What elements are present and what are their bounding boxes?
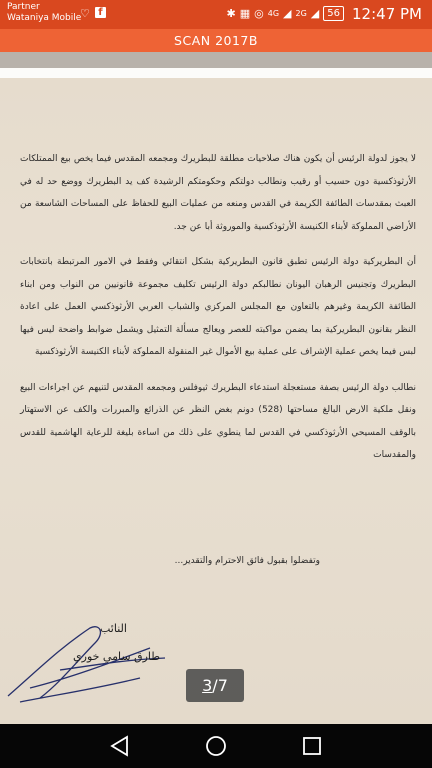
document-body (20, 148, 416, 480)
signer-name: طارق سامي خوري (73, 650, 160, 663)
clock: 12:47 PM (352, 5, 422, 23)
navigation-bar (0, 724, 432, 768)
signal-2g-icon: 2G (295, 9, 307, 18)
bluetooth-icon: ✱ (226, 7, 236, 20)
notification-icons (80, 7, 106, 20)
signature-title: النائب (100, 622, 127, 635)
carrier-line-1: Partner (7, 2, 40, 12)
wifi-icon: ◎ (254, 7, 264, 20)
battery-icon: 56 (323, 6, 344, 21)
app-title-bar: SCAN 2017B (0, 29, 432, 52)
signal-bars-icon: ◢ (283, 7, 292, 20)
signal-4g-icon: 4G (267, 9, 280, 18)
facebook-icon: f (95, 7, 106, 18)
paragraph-3: نطالب دولة الرئيس بصفة مستعجلة استدعاء البطريرك ثيوفلس ومجمعه المقدس لتنيهم عن اجراءات البيع ونقل ملكية الارض البالغ مساحتها (528) دونم بغض النظر عن الذرائع والمبررات والكف عن الاستهتار بالوقف المسيحي الأرثوذكسي في القدس لما ينطوي على ذلك من اساءة بليغة للرعاية الهاشمية للقدس والمقدسات (20, 382, 417, 460)
page-indicator (186, 669, 244, 702)
current-page: 3 (202, 676, 213, 695)
back-icon[interactable] (108, 735, 132, 757)
home-icon[interactable] (204, 735, 228, 757)
vibrate-icon: ▦ (239, 7, 251, 20)
heart-pulse-icon: ♡ (80, 7, 90, 20)
carrier-line-2: Wataniya Mobile (7, 13, 82, 23)
paragraph-1: لا يجوز لدولة الرئيس أن يكون هناك صلاحيات مطلقة للبطريرك ومجمعه المقدس فيما يخص بيع الممتلكات الأرثوذكسية دون حسيب أو رقيب ونطالب دولتكم وحكومتكم الرشيدة كف يد البطريرك ووضع حد له في العبث بمقدسات الطائفة الكريمة في القدس ومنعه من عمليات البيع للحفاظ على المساحات الشاسعة من الأراضي المملوكة لأبناء الكنيسة الأرثوذكسية والموروثة أبا عن جد. (20, 154, 416, 232)
carrier-label (7, 2, 81, 24)
system-icons (227, 6, 345, 21)
page-separator: / (212, 676, 218, 695)
page-gap (0, 52, 432, 68)
previous-page-edge (0, 68, 432, 78)
closing-line: وتفضلوا بقبول فائق الاحترام والتقدير... (174, 556, 320, 566)
status-bar (0, 0, 432, 29)
recents-icon[interactable] (300, 735, 324, 757)
total-pages: 7 (217, 676, 228, 695)
signal-bars-icon-2: ◢ (310, 7, 320, 20)
paragraph-2: أن البطريركية دولة الرئيس تطبق قانون البطريركية بشكل انتقائي وفقط في الامور المرتبطة بانتخابات البطريرك وتجنيس الرهبان اليونان نطالبكم دولة الرئيس تكليف مجموعة قانونيين من النواب ومن ابناء الطائفة الكريمة وغيرهم بالتعاون مع المجلس المركزي والشباب العربي الأرثوذكسي العمل على اعادة النظر بقانون البطريركية بما يضمن مواكبته للعصر ويعالج مسألة التمثيل ويشمل ضوابط واضحة ليس فيها لبس فيما يخص عملية الإشراف على عملية بيع الأموال غير المنقولة المملوكة لأبناء الكنيسة الأرثوذكسية (20, 257, 416, 357)
